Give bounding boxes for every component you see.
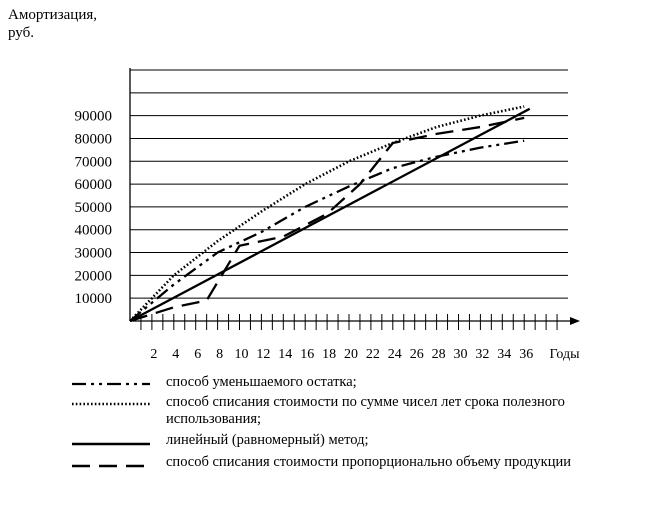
y-tick-label: 20000 [74,268,112,285]
y-tick-label: 10000 [74,291,112,308]
y-tick-label: 30000 [74,245,112,262]
x-tick-label: 8 [216,347,224,362]
y-axis-title [8,6,118,42]
x-axis-arrow [570,317,580,325]
y-tick-label: 60000 [74,177,112,194]
legend-label: линейный (равномерный) метод; [166,432,369,448]
legend-item [70,374,640,394]
x-tick-label: 10 [234,347,249,362]
legend-label: способ списания стоимости по сумме чисел лет срока полезного использования; [166,394,565,427]
legend-swatch-dotted [70,394,152,412]
y-tick-label: 90000 [74,108,112,125]
series-line-dashdotdot [130,141,524,321]
x-tick-label: 12 [256,347,271,362]
legend-label: способ уменьшаемого остатка; [166,374,357,390]
legend-item [70,454,640,492]
x-tick-label: 28 [431,347,446,362]
x-tick-label: 16 [300,347,315,362]
y-tick-label: 70000 [74,154,112,171]
y-tick-label: 50000 [74,199,112,216]
y-tick-label: 40000 [74,222,112,239]
series-line-solid [130,109,530,321]
x-tick-label: 20 [344,347,358,362]
x-tick-label: 36 [519,347,534,362]
legend-swatch-dashdotdot [70,374,152,392]
x-tick-label: 6 [194,347,202,362]
legend-label: способ списания стоимости пропорционально объему продукции [166,454,571,470]
x-tick-label: 32 [475,347,490,362]
legend-item [70,432,640,454]
x-tick-label: 26 [409,347,424,362]
x-tick-label: 14 [278,347,293,362]
x-tick-label: 4 [172,347,180,362]
x-tick-label: 34 [497,347,512,362]
x-axis-title: Годы [549,347,580,362]
x-tick-label: 22 [365,347,380,362]
x-tick-label: 24 [387,347,402,362]
x-tick-label: 2 [150,347,158,362]
x-tick-label: 30 [453,347,468,362]
y-axis-title-line: Амортизация, руб. [8,7,97,41]
x-tick-label: 18 [322,347,337,362]
legend [70,374,640,492]
legend-swatch-dashed [70,454,152,472]
legend-item [70,394,640,432]
y-tick-label: 80000 [74,131,112,148]
legend-swatch-solid [70,432,152,450]
